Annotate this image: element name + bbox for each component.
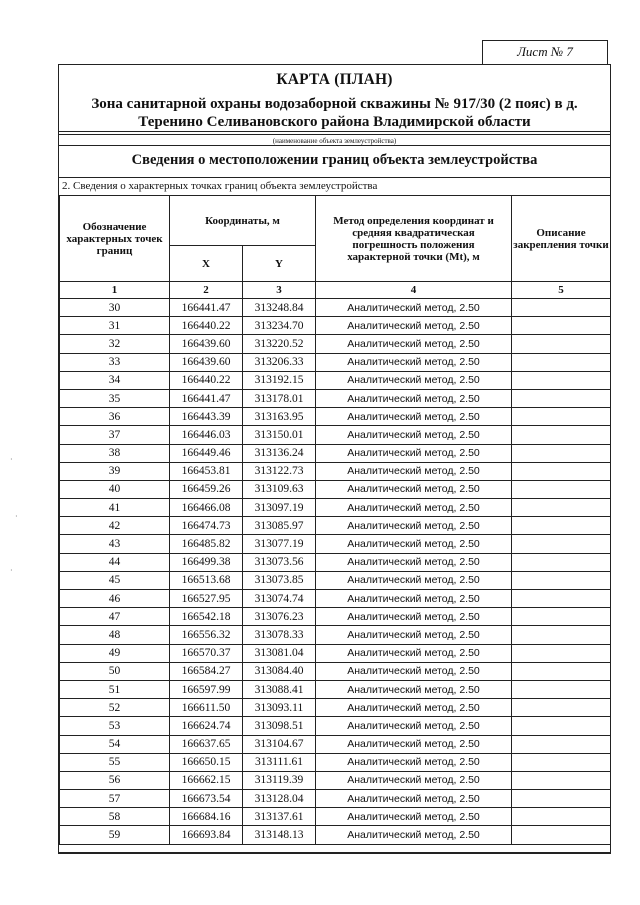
point-cell: 49	[60, 644, 170, 662]
table-caption: 2. Сведения о характерных точках границ объекта землеустройства	[62, 180, 378, 192]
divider	[59, 134, 610, 135]
y-cell: 313206.33	[243, 353, 316, 371]
description-cell	[512, 644, 611, 662]
point-cell: 40	[60, 480, 170, 498]
table-row	[60, 680, 611, 698]
x-cell: 166440.22	[170, 371, 243, 389]
method-cell: Аналитический метод, 2.50	[316, 499, 512, 517]
method-cell: Аналитический метод, 2.50	[316, 608, 512, 626]
x-cell: 166684.16	[170, 808, 243, 826]
y-cell: 313074.74	[243, 590, 316, 608]
table-row	[60, 771, 611, 789]
y-cell: 313073.85	[243, 571, 316, 589]
method-cell: Аналитический метод, 2.50	[316, 790, 512, 808]
point-cell: 30	[60, 299, 170, 317]
x-cell: 166459.26	[170, 480, 243, 498]
point-cell: 43	[60, 535, 170, 553]
y-cell: 313098.51	[243, 717, 316, 735]
description-cell	[512, 662, 611, 680]
description-cell	[512, 753, 611, 771]
description-cell	[512, 389, 611, 407]
description-cell	[512, 371, 611, 389]
subtitle-line-1: Зона санитарной охраны водозаборной скважины № 917/30 (2 пояс) в д.	[91, 96, 578, 112]
method-cell: Аналитический метод, 2.50	[316, 771, 512, 789]
y-cell: 313076.23	[243, 608, 316, 626]
description-cell	[512, 571, 611, 589]
section-title: Сведения о местоположении границ объекта землеустройства	[131, 152, 538, 168]
table-row	[60, 499, 611, 517]
header-x: X	[170, 246, 243, 282]
y-cell: 313085.97	[243, 517, 316, 535]
method-cell: Аналитический метод, 2.50	[316, 535, 512, 553]
x-cell: 166527.95	[170, 590, 243, 608]
column-number: 5	[512, 282, 611, 299]
x-cell: 166570.37	[170, 644, 243, 662]
table-row	[60, 371, 611, 389]
point-cell: 46	[60, 590, 170, 608]
object-name-note: (наименование объекта землеустройства)	[272, 137, 397, 145]
point-cell: 39	[60, 462, 170, 480]
description-cell	[512, 808, 611, 826]
point-cell: 45	[60, 571, 170, 589]
method-cell: Аналитический метод, 2.50	[316, 444, 512, 462]
description-cell	[512, 590, 611, 608]
method-cell: Аналитический метод, 2.50	[316, 480, 512, 498]
table-row	[60, 590, 611, 608]
point-cell: 36	[60, 408, 170, 426]
x-cell: 166611.50	[170, 699, 243, 717]
point-cell: 38	[60, 444, 170, 462]
description-cell	[512, 717, 611, 735]
y-cell: 313119.39	[243, 771, 316, 789]
y-cell: 313136.24	[243, 444, 316, 462]
sheet-number-label: Лист № 7	[482, 40, 608, 64]
point-cell: 57	[60, 790, 170, 808]
x-cell: 166624.74	[170, 717, 243, 735]
header-point: Обозначение характерных точек границ	[60, 196, 170, 282]
method-cell: Аналитический метод, 2.50	[316, 735, 512, 753]
table-row	[60, 444, 611, 462]
point-cell: 54	[60, 735, 170, 753]
description-cell	[512, 826, 611, 844]
table-row	[60, 535, 611, 553]
x-cell: 166485.82	[170, 535, 243, 553]
x-cell: 166446.03	[170, 426, 243, 444]
y-cell: 313109.63	[243, 480, 316, 498]
description-cell	[512, 299, 611, 317]
x-cell: 166597.99	[170, 680, 243, 698]
y-cell: 313104.67	[243, 735, 316, 753]
method-cell: Аналитический метод, 2.50	[316, 426, 512, 444]
y-cell: 313163.95	[243, 408, 316, 426]
point-cell: 52	[60, 699, 170, 717]
description-cell	[512, 317, 611, 335]
y-cell: 313093.11	[243, 699, 316, 717]
y-cell: 313150.01	[243, 426, 316, 444]
y-cell: 313178.01	[243, 389, 316, 407]
description-cell	[512, 462, 611, 480]
y-cell: 313073.56	[243, 553, 316, 571]
table-row	[60, 408, 611, 426]
header-description: Описание закрепления точки	[512, 196, 611, 282]
table-row	[60, 717, 611, 735]
description-cell	[512, 553, 611, 571]
divider	[59, 145, 610, 146]
table-row	[60, 626, 611, 644]
point-cell: 33	[60, 353, 170, 371]
x-cell: 166662.15	[170, 771, 243, 789]
x-cell: 166650.15	[170, 753, 243, 771]
divider	[59, 131, 610, 132]
y-cell: 313122.73	[243, 462, 316, 480]
method-cell: Аналитический метод, 2.50	[316, 680, 512, 698]
point-cell: 59	[60, 826, 170, 844]
x-cell: 166440.22	[170, 317, 243, 335]
y-cell: 313148.13	[243, 826, 316, 844]
y-cell: 313220.52	[243, 335, 316, 353]
subtitle-line-2: Теренино Селивановского района Владимирской области	[138, 114, 531, 130]
document-frame	[58, 64, 611, 853]
y-cell: 313248.84	[243, 299, 316, 317]
point-cell: 48	[60, 626, 170, 644]
y-cell: 313234.70	[243, 317, 316, 335]
header-method: Метод определения координат и средняя квадратическая погрешность положения характерной точки (Mt), м	[316, 196, 512, 282]
method-cell: Аналитический метод, 2.50	[316, 590, 512, 608]
method-cell: Аналитический метод, 2.50	[316, 717, 512, 735]
point-cell: 50	[60, 662, 170, 680]
method-cell: Аналитический метод, 2.50	[316, 662, 512, 680]
table-row	[60, 826, 611, 844]
method-cell: Аналитический метод, 2.50	[316, 462, 512, 480]
y-cell: 313078.33	[243, 626, 316, 644]
margin-mark: ·	[10, 566, 13, 575]
description-cell	[512, 735, 611, 753]
method-cell: Аналитический метод, 2.50	[316, 371, 512, 389]
x-cell: 166441.47	[170, 389, 243, 407]
point-cell: 42	[60, 517, 170, 535]
description-cell	[512, 444, 611, 462]
table-body	[60, 299, 611, 845]
table-row	[60, 517, 611, 535]
table-row	[60, 644, 611, 662]
table-row	[60, 608, 611, 626]
table-row	[60, 699, 611, 717]
point-cell: 53	[60, 717, 170, 735]
point-cell: 32	[60, 335, 170, 353]
method-cell: Аналитический метод, 2.50	[316, 571, 512, 589]
point-cell: 55	[60, 753, 170, 771]
x-cell: 166439.60	[170, 353, 243, 371]
method-cell: Аналитический метод, 2.50	[316, 826, 512, 844]
table-row	[60, 353, 611, 371]
table-row	[60, 335, 611, 353]
margin-mark: ·	[15, 512, 18, 521]
x-cell: 166439.60	[170, 335, 243, 353]
y-cell: 313137.61	[243, 808, 316, 826]
method-cell: Аналитический метод, 2.50	[316, 335, 512, 353]
point-cell: 44	[60, 553, 170, 571]
table-row	[60, 735, 611, 753]
document-subtitle	[59, 95, 610, 131]
boundary-points-table	[59, 195, 611, 845]
header-coordinates: Координаты, м	[170, 196, 316, 246]
description-cell	[512, 517, 611, 535]
description-cell	[512, 426, 611, 444]
description-cell	[512, 499, 611, 517]
point-cell: 31	[60, 317, 170, 335]
column-number: 1	[60, 282, 170, 299]
description-cell	[512, 408, 611, 426]
table-row	[60, 426, 611, 444]
column-number: 4	[316, 282, 512, 299]
y-cell: 313077.19	[243, 535, 316, 553]
y-cell: 313128.04	[243, 790, 316, 808]
header-y: Y	[243, 246, 316, 282]
margin-mark: ·	[10, 455, 13, 464]
description-cell	[512, 480, 611, 498]
x-cell: 166637.65	[170, 735, 243, 753]
description-cell	[512, 626, 611, 644]
x-cell: 166441.47	[170, 299, 243, 317]
x-cell: 166453.81	[170, 462, 243, 480]
description-cell	[512, 535, 611, 553]
x-cell: 166556.32	[170, 626, 243, 644]
method-cell: Аналитический метод, 2.50	[316, 317, 512, 335]
table-row	[60, 480, 611, 498]
table-row	[60, 389, 611, 407]
table-row	[60, 317, 611, 335]
table-row	[60, 299, 611, 317]
column-number: 3	[243, 282, 316, 299]
y-cell: 313111.61	[243, 753, 316, 771]
point-cell: 56	[60, 771, 170, 789]
method-cell: Аналитический метод, 2.50	[316, 644, 512, 662]
x-cell: 166466.08	[170, 499, 243, 517]
table-row	[60, 808, 611, 826]
description-cell	[512, 608, 611, 626]
y-cell: 313097.19	[243, 499, 316, 517]
x-cell: 166449.46	[170, 444, 243, 462]
method-cell: Аналитический метод, 2.50	[316, 389, 512, 407]
x-cell: 166584.27	[170, 662, 243, 680]
point-cell: 41	[60, 499, 170, 517]
method-cell: Аналитический метод, 2.50	[316, 299, 512, 317]
method-cell: Аналитический метод, 2.50	[316, 808, 512, 826]
y-cell: 313192.15	[243, 371, 316, 389]
method-cell: Аналитический метод, 2.50	[316, 553, 512, 571]
x-cell: 166474.73	[170, 517, 243, 535]
method-cell: Аналитический метод, 2.50	[316, 753, 512, 771]
point-cell: 58	[60, 808, 170, 826]
document-title: КАРТА (ПЛАН)	[276, 71, 393, 88]
method-cell: Аналитический метод, 2.50	[316, 626, 512, 644]
y-cell: 313088.41	[243, 680, 316, 698]
x-cell: 166513.68	[170, 571, 243, 589]
table-row	[60, 462, 611, 480]
table-row	[60, 753, 611, 771]
table-row	[60, 571, 611, 589]
x-cell: 166693.84	[170, 826, 243, 844]
y-cell: 313084.40	[243, 662, 316, 680]
y-cell: 313081.04	[243, 644, 316, 662]
description-cell	[512, 699, 611, 717]
x-cell: 166542.18	[170, 608, 243, 626]
method-cell: Аналитический метод, 2.50	[316, 353, 512, 371]
x-cell: 166443.39	[170, 408, 243, 426]
method-cell: Аналитический метод, 2.50	[316, 517, 512, 535]
x-cell: 166499.38	[170, 553, 243, 571]
frame-bottom-line	[58, 853, 611, 856]
x-cell: 166673.54	[170, 790, 243, 808]
description-cell	[512, 353, 611, 371]
table-row	[60, 662, 611, 680]
method-cell: Аналитический метод, 2.50	[316, 408, 512, 426]
title-block	[59, 65, 610, 137]
method-cell: Аналитический метод, 2.50	[316, 699, 512, 717]
description-cell	[512, 771, 611, 789]
point-cell: 51	[60, 680, 170, 698]
column-number: 2	[170, 282, 243, 299]
description-cell	[512, 790, 611, 808]
point-cell: 35	[60, 389, 170, 407]
description-cell	[512, 680, 611, 698]
point-cell: 47	[60, 608, 170, 626]
point-cell: 34	[60, 371, 170, 389]
table-row	[60, 790, 611, 808]
divider	[59, 177, 610, 178]
table-row	[60, 553, 611, 571]
point-cell: 37	[60, 426, 170, 444]
description-cell	[512, 335, 611, 353]
